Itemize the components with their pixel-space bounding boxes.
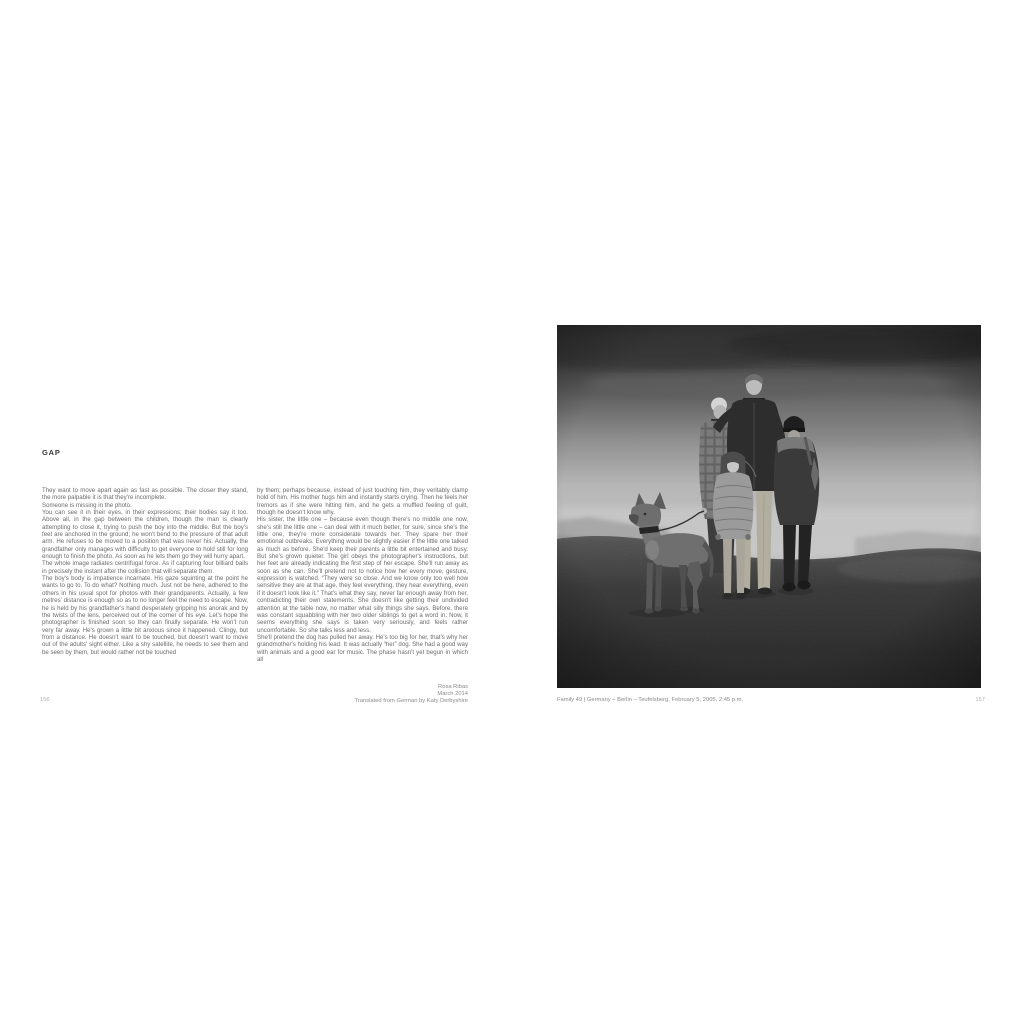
attribution-translator: Translated from German by Katy Derbyshire <box>354 698 468 704</box>
attribution-block <box>257 684 468 705</box>
paragraph: You can see it in their eyes, in their expressions; their bodies say it too. Above all, in the gap between the children, though the man is clearly attempting to close it, trying to push the boy into the middle. But the boy's feet are anchored in the ground; he won't bend to the pressure of that adult arm. He refuses to be moved to a position that was never his. Actually, the grandfather only manages with difficulty to get everyone to hold still for long enough to finish the photo. As soon as he lets them go they will hurry apart. <box>42 509 248 561</box>
page-number-left: 156 <box>40 697 50 703</box>
paragraph: The boy's body is impatience incarnate. His gaze squinting at the point he wants to go to. To do what? Nothing much. Just not be here, adhered to the others in his usual spot for photos with their grandparents. Actually, a few metres' distance is enough so as to no longer feel the need to escape. Now, he is held by his grandfather's hand desperately gripping his anorak and by the twists of the lens, perceived out of the corner of his eye. Let's hope the photographer is finished soon so they can finally separate. He won't run very far away. He's grown a little bit anxious since it happened. Clingy, but from a distance. He doesn't want to be touched, but doesn't want to move out of the adults' sight either. Like a shy satellite, he needs to see them and be seen by them, but would rather not be touched <box>42 575 248 656</box>
text-column-right <box>257 487 468 663</box>
paragraph: The whole image radiates centrifugal force. As if capturing four billiard balls in precisely the instant after the collision that will separate them. <box>42 560 248 575</box>
attribution-date: March 2014 <box>437 691 468 697</box>
family-photo <box>557 325 981 688</box>
attribution-author: Rosa Ribas <box>438 684 468 690</box>
paragraph: They want to move apart again as fast as possible. The closer they stand, the more palpable it is that they're incomplete. <box>42 487 248 502</box>
photo-vignette <box>557 325 981 688</box>
photo-caption: Family 49 | Germany – Berlin – Teufelsberg, February 5, 2005, 2:45 p.m. <box>557 697 744 703</box>
page-number-right: 157 <box>975 697 985 703</box>
page-title: GAP <box>42 448 61 457</box>
paragraph: His sister, the little one – because even though there's no middle one now, she's still the little one – can deal with it much better, for sure, since she's the little one, they're more considerate towards her. They spare her their emotional outbreaks. Everything would be slightly easier if the little one talked as much as before. She'd keep their parents a little bit entertained and busy. But she's grown quieter. The girl obeys the photographer's instructions, but her feet are already indicating the first step of her escape. She'll run away as soon as she can. She'll pretend not to notice how her every move, gesture, expression is watched. “They were so close. And we know only too well how sensitive they are at that age, they feel everything, they hear everything, even if it doesn't look like it.” That's what they say, never far enough away from her, contradicting their own statements. She doesn't like getting their undivided attention at the table now, no matter what silly things she says. Before, there was constant squabbling with her two older siblings to get a word in. Now, it seems everything she says is taken very seriously, and feels rather uncomfortable. So she talks less and less. <box>257 516 468 634</box>
paragraph: She'll pretend the dog has pulled her away. He's too big for her, that's why her grandmother's holding his lead. It was actually “her” dog. She had a good way with animals and a good ear for music. The phase hasn't yet begun in which all <box>257 633 468 663</box>
paragraph: Someone is missing in the photo. <box>42 501 132 509</box>
text-column-left <box>42 487 248 656</box>
paragraph: by them; perhaps because, instead of just touching him, they veritably clamp hold of him. His mother hugs him and instantly starts crying. Then he feels her tremors as if she were hitting him, and he gets a muffled feeling of guilt, though he doesn't know why. <box>257 487 468 517</box>
